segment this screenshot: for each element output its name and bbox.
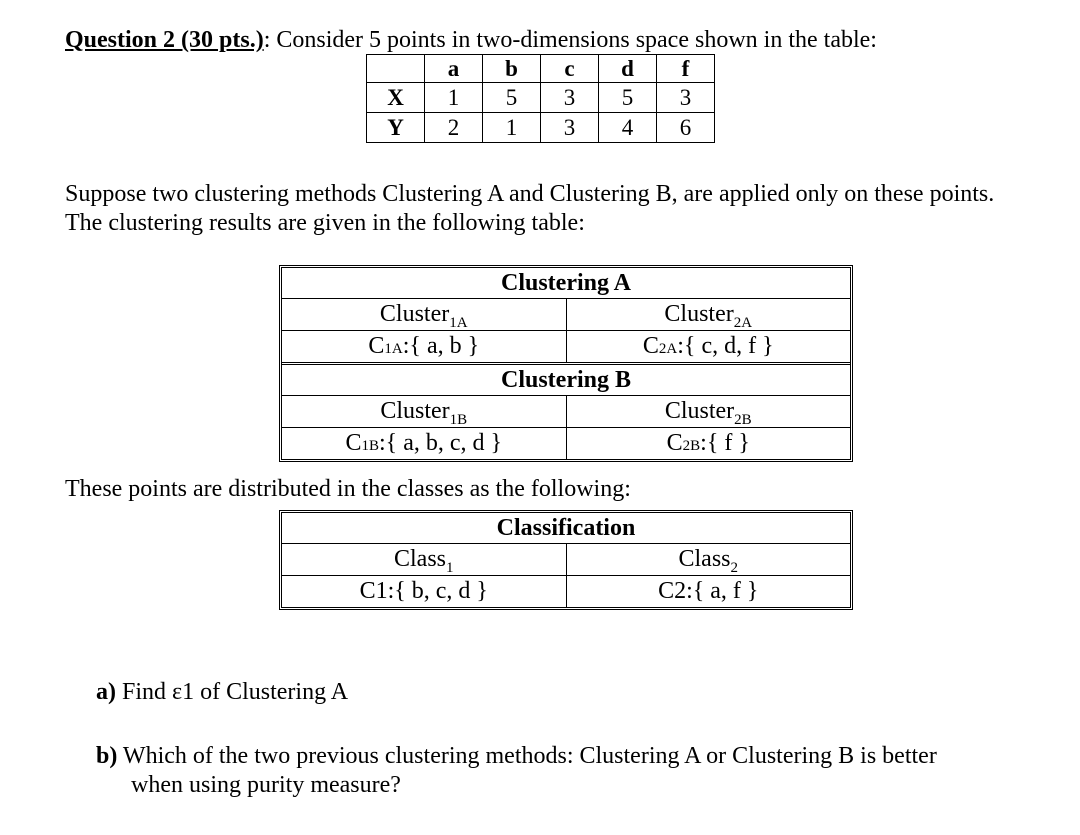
class-2-members: C2:{ a, f } <box>566 576 851 607</box>
cluster-2b-label: Cluster$_{2B}$ <box>566 396 851 427</box>
points-row-label: X <box>367 83 425 113</box>
question-a-text: Find ε1 of Clustering A <box>122 679 349 705</box>
question-header <box>65 27 877 54</box>
question-a <box>96 678 348 707</box>
points-table-corner <box>367 55 425 83</box>
cluster-1b-label: Cluster$_{1B}$ <box>380 398 468 428</box>
clustering-a-title: Clustering A <box>500 270 631 296</box>
classification-value-row <box>282 575 850 607</box>
cluster-2b-members: C2B:{ f } <box>566 428 851 459</box>
clustering-a-value-row <box>282 330 850 362</box>
class-1-label: Class$_1$ <box>393 546 454 576</box>
cluster-2a-label: Cluster$_{2A}$ <box>566 299 851 330</box>
points-cell: 5 <box>483 83 541 113</box>
points-cell: 6 <box>657 113 715 143</box>
paragraph-intro: Suppose two clustering methods Clustering A and Clustering B, are applied only on these points. The clustering results are given in the following table: <box>65 181 995 236</box>
cluster-1a-label: Cluster$_{1A}$ <box>379 301 468 331</box>
clustering-results-table <box>279 265 853 462</box>
question-b <box>96 742 1026 800</box>
clustering-b-value-row <box>282 427 850 459</box>
points-cell: 5 <box>599 83 657 113</box>
question-b-line2: when using purity measure? <box>131 772 401 798</box>
points-cell: 4 <box>599 113 657 143</box>
points-row-label: Y <box>367 113 425 143</box>
points-cell: 3 <box>541 113 599 143</box>
question-b-line1: Which of the two previous clustering methods: Clustering A or Clustering B is better <box>122 743 937 769</box>
points-cell: 3 <box>541 83 599 113</box>
points-cell: 3 <box>657 83 715 113</box>
question-intro: : Consider 5 points in two-dimensions space shown in the table: <box>263 27 877 53</box>
points-row-x <box>367 83 715 113</box>
points-col-header: a <box>425 55 483 83</box>
points-col-header: d <box>599 55 657 83</box>
points-row-y <box>367 113 715 143</box>
points-col-header: c <box>541 55 599 83</box>
class-1-members: C1:{ b, c, d } <box>359 578 488 604</box>
points-cell: 1 <box>483 113 541 143</box>
question-label: Question 2 (30 pts.) <box>65 27 264 53</box>
clustering-b-title: Clustering B <box>282 362 850 395</box>
cluster-2a-members: C2A:{ c, d, f } <box>566 331 851 362</box>
cluster-1a-members: C1A:{ a, b } <box>368 333 480 359</box>
classification-title: Classification <box>496 515 636 541</box>
points-table-header <box>367 55 715 83</box>
clustering-b-label-row <box>282 395 850 427</box>
points-cell: 2 <box>425 113 483 143</box>
question-a-label: a) <box>96 679 116 705</box>
classification-label-row <box>282 543 850 575</box>
question-b-label: b) <box>96 743 118 769</box>
points-cell: 1 <box>425 83 483 113</box>
points-table <box>366 54 715 143</box>
paragraph-classes: These points are distributed in the classes as the following: <box>65 476 631 502</box>
points-col-header: f <box>657 55 715 83</box>
classification-table <box>279 510 853 610</box>
cluster-1b-members: C1B:{ a, b, c, d } <box>345 430 503 456</box>
clustering-a-label-row <box>282 298 850 330</box>
class-2-label: Class$_2$ <box>566 544 851 575</box>
points-col-header: b <box>483 55 541 83</box>
